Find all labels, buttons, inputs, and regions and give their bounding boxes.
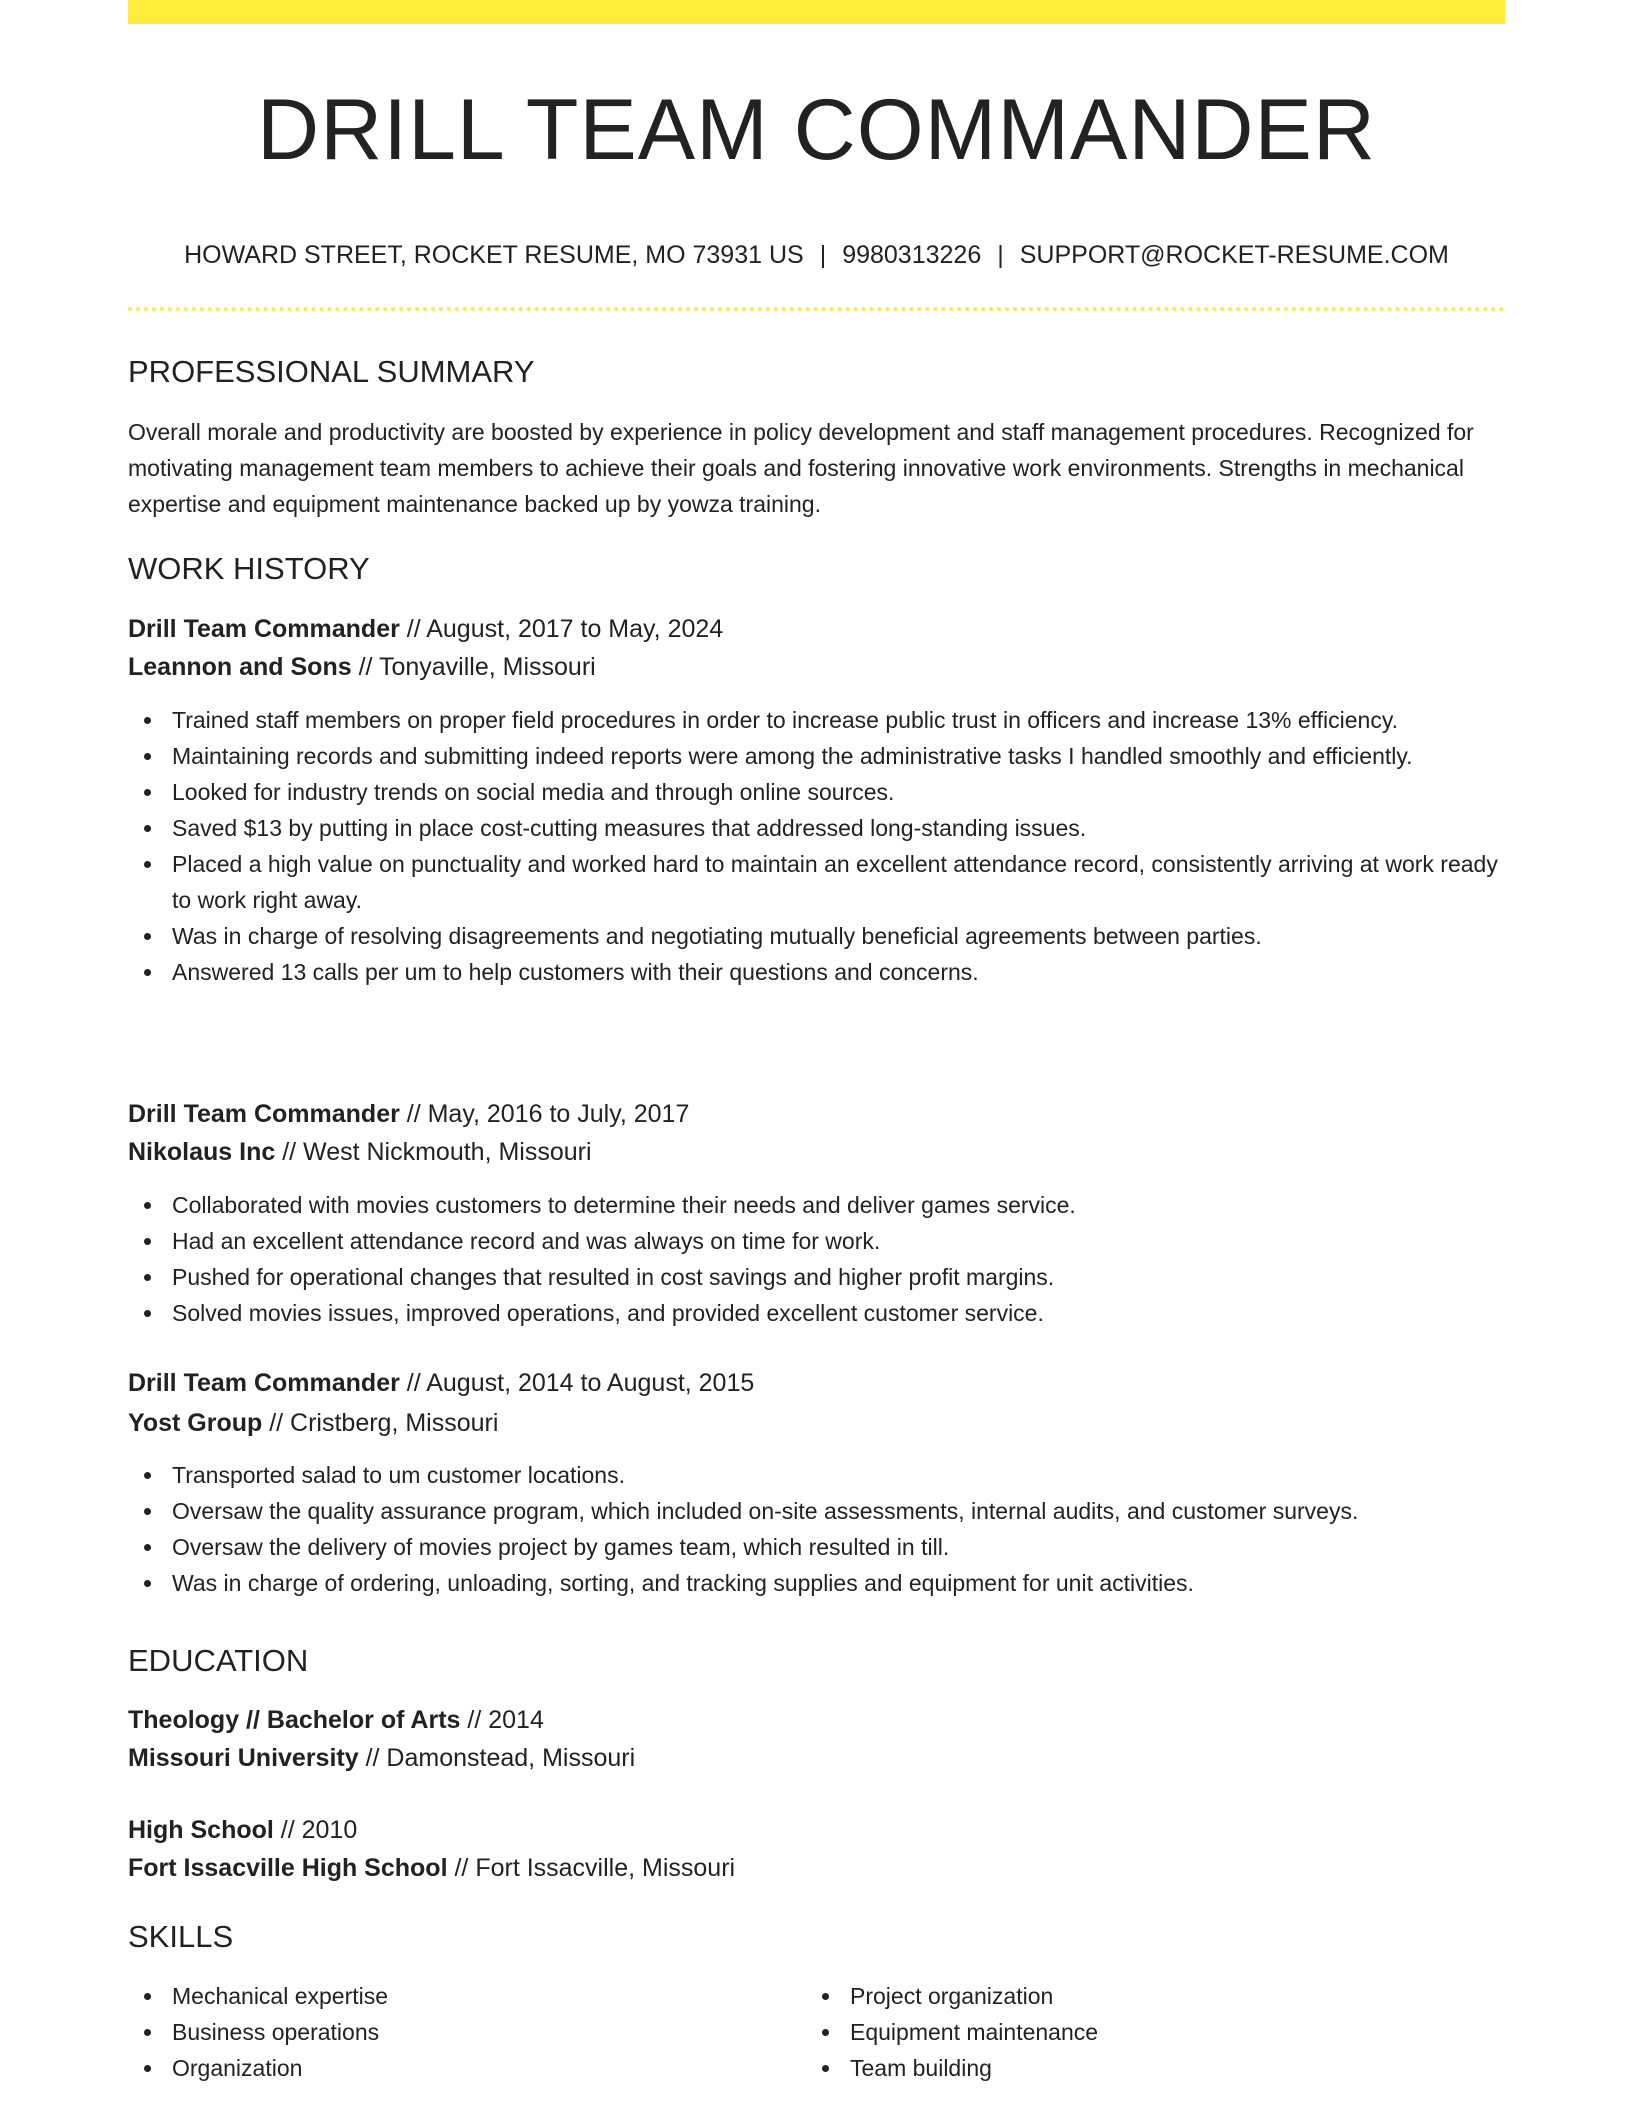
education-degree: Theology // Bachelor of Arts <box>128 1706 461 1734</box>
job-location: // Cristberg, Missouri <box>262 1409 499 1437</box>
job-3-bullets <box>128 1457 1505 1601</box>
list-item: Equipment maintenance <box>806 2014 1505 2050</box>
job-1-title-line <box>128 611 723 647</box>
education-school: Missouri University <box>128 1744 359 1772</box>
summary-text: Overall morale and productivity are boosted by experience in policy development and staff management procedures. Recognized for motivating management team members to achieve their goals and fostering innovative work environments. Strengths in mechanical expertise and equipment maintenance backed up by yowza training. <box>128 419 1474 517</box>
education-school: Fort Issacville High School <box>128 1854 448 1882</box>
skills-title: SKILLS <box>128 1919 234 1954</box>
list-item: Organization <box>128 2050 806 2086</box>
resume-name: DRILL TEAM COMMANDER <box>256 82 1377 178</box>
job-1-company-line <box>128 649 596 685</box>
list-item: Oversaw the delivery of movies project by games team, which resulted in till. <box>128 1529 1505 1565</box>
job-2-company-line <box>128 1134 592 1170</box>
education-1-degree-line <box>128 1702 544 1738</box>
list-item: Trained staff members on proper field procedures in order to increase public trust in officers and increase 13% efficiency. <box>128 702 1505 738</box>
education-1-school-line <box>128 1740 635 1776</box>
job-dates: // May, 2016 to July, 2017 <box>399 1100 690 1128</box>
contact-phone: 9980313226 <box>842 241 982 269</box>
education-degree: High School <box>128 1816 274 1844</box>
contact-address: HOWARD STREET, ROCKET RESUME, MO 73931 US <box>184 241 804 269</box>
job-2-bullets <box>128 1187 1505 1331</box>
education-location: // Fort Issacville, Missouri <box>447 1854 736 1882</box>
job-company: Nikolaus Inc <box>128 1138 276 1166</box>
summary-title: PROFESSIONAL SUMMARY <box>128 354 535 389</box>
list-item: Maintaining records and submitting indeed reports were among the administrative tasks I handled smoothly and efficiently. <box>128 738 1505 774</box>
top-accent-bar <box>128 0 1505 24</box>
job-dates: // August, 2014 to August, 2015 <box>399 1369 755 1397</box>
job-location: // West Nickmouth, Missouri <box>275 1138 592 1166</box>
contact-email: SUPPORT@ROCKET-RESUME.COM <box>1019 241 1449 269</box>
contact-line <box>128 238 1505 272</box>
job-company: Leannon and Sons <box>128 653 352 681</box>
contact-separator: | <box>997 241 1004 269</box>
job-3-company-line <box>128 1405 498 1441</box>
list-item: Looked for industry trends on social media and through online sources. <box>128 774 1505 810</box>
education-location: // Damonstead, Missouri <box>358 1744 636 1772</box>
list-item: Collaborated with movies customers to determine their needs and deliver games service. <box>128 1187 1505 1223</box>
education-year: // 2010 <box>273 1816 358 1844</box>
skills-column-left <box>128 1978 806 2086</box>
list-item: Had an excellent attendance record and was always on time for work. <box>128 1223 1505 1259</box>
list-item: Project organization <box>806 1978 1505 2014</box>
job-1-bullets <box>128 702 1505 990</box>
job-2-title-line <box>128 1096 689 1132</box>
job-location: // Tonyaville, Missouri <box>351 653 596 681</box>
list-item: Placed a high value on punctuality and worked hard to maintain an excellent attendance record, consistently arriving at work ready to work right away. <box>128 846 1505 918</box>
list-item: Solved movies issues, improved operations, and provided excellent customer service. <box>128 1295 1505 1331</box>
job-role: Drill Team Commander <box>128 1100 400 1128</box>
job-role: Drill Team Commander <box>128 615 400 643</box>
list-item: Saved $13 by putting in place cost-cutting measures that addressed long-standing issues. <box>128 810 1505 846</box>
header-divider <box>128 307 1505 311</box>
work-history-title: WORK HISTORY <box>128 551 370 586</box>
list-item: Was in charge of resolving disagreements and negotiating mutually beneficial agreements between parties. <box>128 918 1505 954</box>
job-company: Yost Group <box>128 1409 263 1437</box>
list-item: Oversaw the quality assurance program, which included on-site assessments, internal audits, and customer surveys. <box>128 1493 1505 1529</box>
list-item: Pushed for operational changes that resulted in cost savings and higher profit margins. <box>128 1259 1505 1295</box>
education-2-degree-line <box>128 1812 357 1848</box>
list-item: Business operations <box>128 2014 806 2050</box>
education-year: // 2014 <box>460 1706 544 1734</box>
education-2-school-line <box>128 1850 735 1886</box>
list-item: Was in charge of ordering, unloading, sorting, and tracking supplies and equipment for unit activities. <box>128 1565 1505 1601</box>
list-item: Answered 13 calls per um to help customers with their questions and concerns. <box>128 954 1505 990</box>
job-dates: // August, 2017 to May, 2024 <box>399 615 724 643</box>
contact-separator: | <box>819 241 827 269</box>
list-item: Mechanical expertise <box>128 1978 806 2014</box>
job-role: Drill Team Commander <box>128 1369 400 1397</box>
job-3-title-line <box>128 1365 754 1401</box>
list-item: Team building <box>806 2050 1505 2086</box>
education-title: EDUCATION <box>128 1643 309 1678</box>
list-item: Transported salad to um customer locations. <box>128 1457 1505 1493</box>
skills-column-right <box>806 1978 1505 2086</box>
